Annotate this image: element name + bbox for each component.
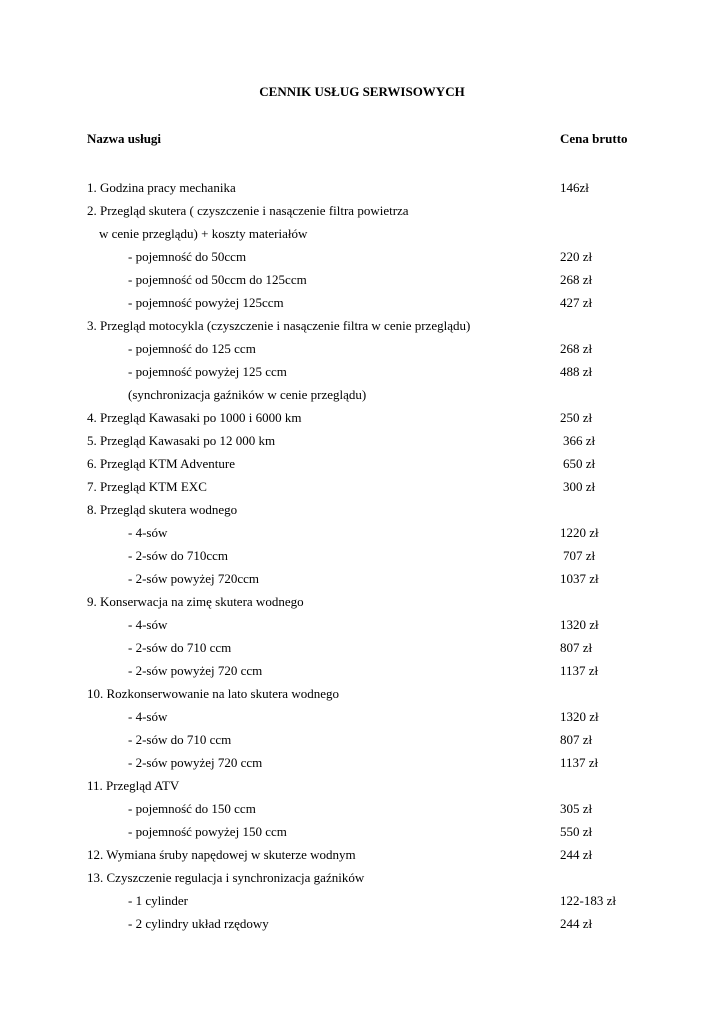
list-item (87, 659, 687, 682)
service-name: (synchronizacja gaźników w cenie przeglądu) (128, 387, 367, 402)
service-name: 3. Przegląd motocykla (czyszczenie i nasączenie filtra w cenie przeglądu) (87, 318, 471, 333)
list-item (87, 797, 687, 820)
service-price: 550 zł (560, 824, 593, 839)
service-price: 1320 zł (560, 617, 599, 632)
service-name: - 4-sów (128, 617, 168, 632)
service-price: 220 zł (560, 249, 593, 264)
list-item (87, 636, 687, 659)
service-price: 1137 zł (560, 755, 599, 770)
service-name: - 2-sów do 710 ccm (128, 732, 232, 747)
list-item (87, 912, 687, 935)
service-name: - 1 cylinder (128, 893, 188, 908)
list-item (87, 406, 687, 429)
service-price: 366 zł (563, 433, 596, 448)
service-price: 268 zł (560, 272, 593, 287)
service-name: 2. Przegląd skutera ( czyszczenie i nasączenie filtra powietrza (87, 203, 409, 218)
list-item (87, 820, 687, 843)
service-name: 8. Przegląd skutera wodnego (87, 502, 238, 517)
service-price: 244 zł (560, 916, 593, 931)
list-item (87, 590, 687, 613)
service-name: - pojemność do 125 ccm (128, 341, 256, 356)
service-name: 11. Przegląd ATV (87, 778, 180, 793)
service-name: 9. Konserwacja na zimę skutera wodnego (87, 594, 304, 609)
list-item (87, 268, 687, 291)
service-name: 6. Przegląd KTM Adventure (87, 456, 236, 471)
list-item (87, 567, 687, 590)
list-item (87, 475, 687, 498)
list-item (87, 429, 687, 452)
service-name: - pojemność powyżej 125ccm (128, 295, 284, 310)
service-name: 5. Przegląd Kawasaki po 12 000 km (87, 433, 276, 448)
service-price: 1320 zł (560, 709, 599, 724)
service-price: 146zł (560, 180, 589, 195)
service-name: - 2-sów powyżej 720 ccm (128, 663, 263, 678)
service-name: - pojemność do 50ccm (128, 249, 247, 264)
list-item (87, 222, 687, 245)
service-name: - pojemność powyżej 150 ccm (128, 824, 287, 839)
service-name: - 2-sów powyżej 720ccm (128, 571, 260, 586)
list-item (87, 498, 687, 521)
service-name: - 2 cylindry układ rzędowy (128, 916, 269, 931)
service-name: - 4-sów (128, 525, 168, 540)
service-price: 305 zł (560, 801, 593, 816)
service-price: 1037 zł (560, 571, 599, 586)
service-price: 427 zł (560, 295, 593, 310)
price-list (87, 176, 687, 935)
service-price: 122-183 zł (560, 893, 616, 908)
list-item (87, 199, 687, 222)
service-name: 1. Godzina pracy mechanika (87, 180, 236, 195)
list-item (87, 728, 687, 751)
service-name: 7. Przegląd KTM EXC (87, 479, 207, 494)
service-name: - 2-sów do 710ccm (128, 548, 229, 563)
service-price: 807 zł (560, 732, 593, 747)
list-item (87, 360, 687, 383)
service-name: 12. Wymiana śruby napędowej w skuterze wodnym (87, 847, 356, 862)
list-item (87, 337, 687, 360)
list-item (87, 245, 687, 268)
service-name: - 2-sów do 710 ccm (128, 640, 232, 655)
service-price: 1220 zł (560, 525, 599, 540)
list-item (87, 866, 687, 889)
service-price: 300 zł (563, 479, 596, 494)
service-name: 13. Czyszczenie regulacja i synchronizacja gaźników (87, 870, 365, 885)
service-price: 250 zł (560, 410, 593, 425)
service-price: 650 zł (563, 456, 596, 471)
list-item (87, 613, 687, 636)
document-title: CENNIK USŁUG SERWISOWYCH (259, 84, 465, 99)
service-name: w cenie przeglądu) + koszty materiałów (99, 226, 308, 241)
service-name: - pojemność powyżej 125 ccm (128, 364, 287, 379)
list-item (87, 774, 687, 797)
list-item (87, 889, 687, 912)
service-price: 1137 zł (560, 663, 599, 678)
service-name: 4. Przegląd Kawasaki po 1000 i 6000 km (87, 410, 302, 425)
list-item (87, 544, 687, 567)
list-item (87, 843, 687, 866)
list-item (87, 176, 687, 199)
list-item (87, 751, 687, 774)
list-item (87, 705, 687, 728)
service-price: 268 zł (560, 341, 593, 356)
service-price: 244 zł (560, 847, 593, 862)
list-item (87, 291, 687, 314)
service-name: - 2-sów powyżej 720 ccm (128, 755, 263, 770)
service-price: 707 zł (563, 548, 596, 563)
list-item (87, 682, 687, 705)
list-item (87, 521, 687, 544)
list-item (87, 383, 687, 406)
service-name-header: Nazwa usługi (87, 131, 162, 146)
service-name: - pojemność od 50ccm do 125ccm (128, 272, 307, 287)
list-item (87, 314, 687, 337)
list-item (87, 452, 687, 475)
price-header: Cena brutto (560, 131, 628, 146)
service-price: 488 zł (560, 364, 593, 379)
service-name: - pojemność do 150 ccm (128, 801, 256, 816)
service-name: 10. Rozkonserwowanie na lato skutera wodnego (87, 686, 339, 701)
service-price: 807 zł (560, 640, 593, 655)
service-name: - 4-sów (128, 709, 168, 724)
